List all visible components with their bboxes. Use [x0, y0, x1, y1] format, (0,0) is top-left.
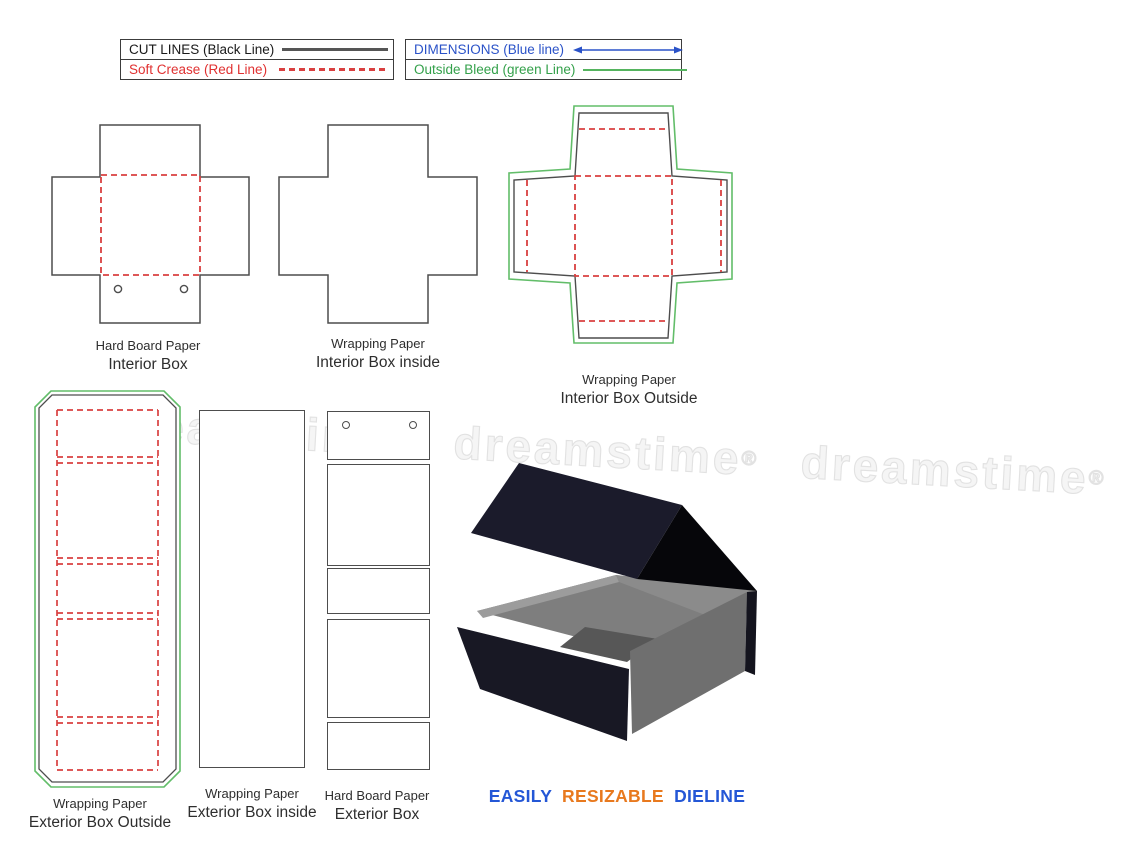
dimension-arrow-icon	[572, 44, 684, 56]
panel-back	[327, 464, 430, 566]
cut-line-sample	[282, 48, 388, 51]
legend-dimension-bleed	[405, 39, 682, 80]
label-wrapping-exterior-outside: Wrapping Paper Exterior Box Outside	[28, 796, 172, 831]
label-wrapping-interior-inside: Wrapping Paper Interior Box inside	[315, 336, 441, 371]
label-wrapping-interior-outside: Wrapping Paper Interior Box Outside	[560, 372, 698, 407]
dieline-wrapping-interior-inside	[278, 123, 478, 325]
legend-row-dimensions	[406, 40, 681, 59]
bleed-line-sample	[583, 69, 687, 71]
panel-top	[327, 411, 430, 460]
cut-outline	[514, 113, 727, 338]
watermark-dreamstime: dreamstime® dreamstime®	[452, 416, 1108, 504]
panel-bottom-small	[327, 568, 430, 614]
cut-outline	[39, 395, 176, 782]
outside-bleed-label: Outside Bleed (green Line)	[414, 62, 576, 77]
panel-front	[327, 722, 430, 770]
cut-lines-label: CUT LINES (Black Line)	[129, 42, 275, 57]
box-3d-render	[445, 455, 760, 747]
crease-line-sample	[275, 68, 385, 71]
box-right-edge	[745, 591, 757, 675]
dieline-wrapping-exterior-outside	[34, 389, 182, 791]
dimensions-label: DIMENSIONS (Blue line)	[414, 42, 565, 57]
headline-word-easily: EASILY	[488, 786, 552, 806]
cut-outline	[52, 125, 249, 323]
panel-base	[327, 619, 430, 718]
magnet-hole	[409, 421, 417, 429]
label-hardboard-interior: Hard Board Paper Interior Box	[95, 338, 201, 373]
cut-outline	[279, 125, 477, 323]
label-hardboard-exterior: Hard Board Paper Exterior Box	[324, 788, 430, 823]
legend-row-outside-bleed	[406, 59, 681, 79]
legend-row-cut-lines	[121, 40, 393, 59]
label-wrapping-exterior-inside: Wrapping Paper Exterior Box inside	[187, 786, 317, 821]
magnet-hole	[342, 421, 350, 429]
legend-row-soft-crease	[121, 59, 393, 79]
headline	[452, 786, 782, 807]
headline-word-dieline: DIELINE	[674, 786, 746, 806]
dieline-wrapping-interior-outside	[505, 103, 737, 347]
dieline-hardboard-interior	[44, 123, 250, 325]
legend-line-types	[120, 39, 394, 80]
soft-crease-label: Soft Crease (Red Line)	[129, 62, 268, 77]
dieline-wrapping-exterior-inside	[199, 410, 305, 768]
headline-word-resizable: RESIZABLE	[562, 786, 664, 806]
